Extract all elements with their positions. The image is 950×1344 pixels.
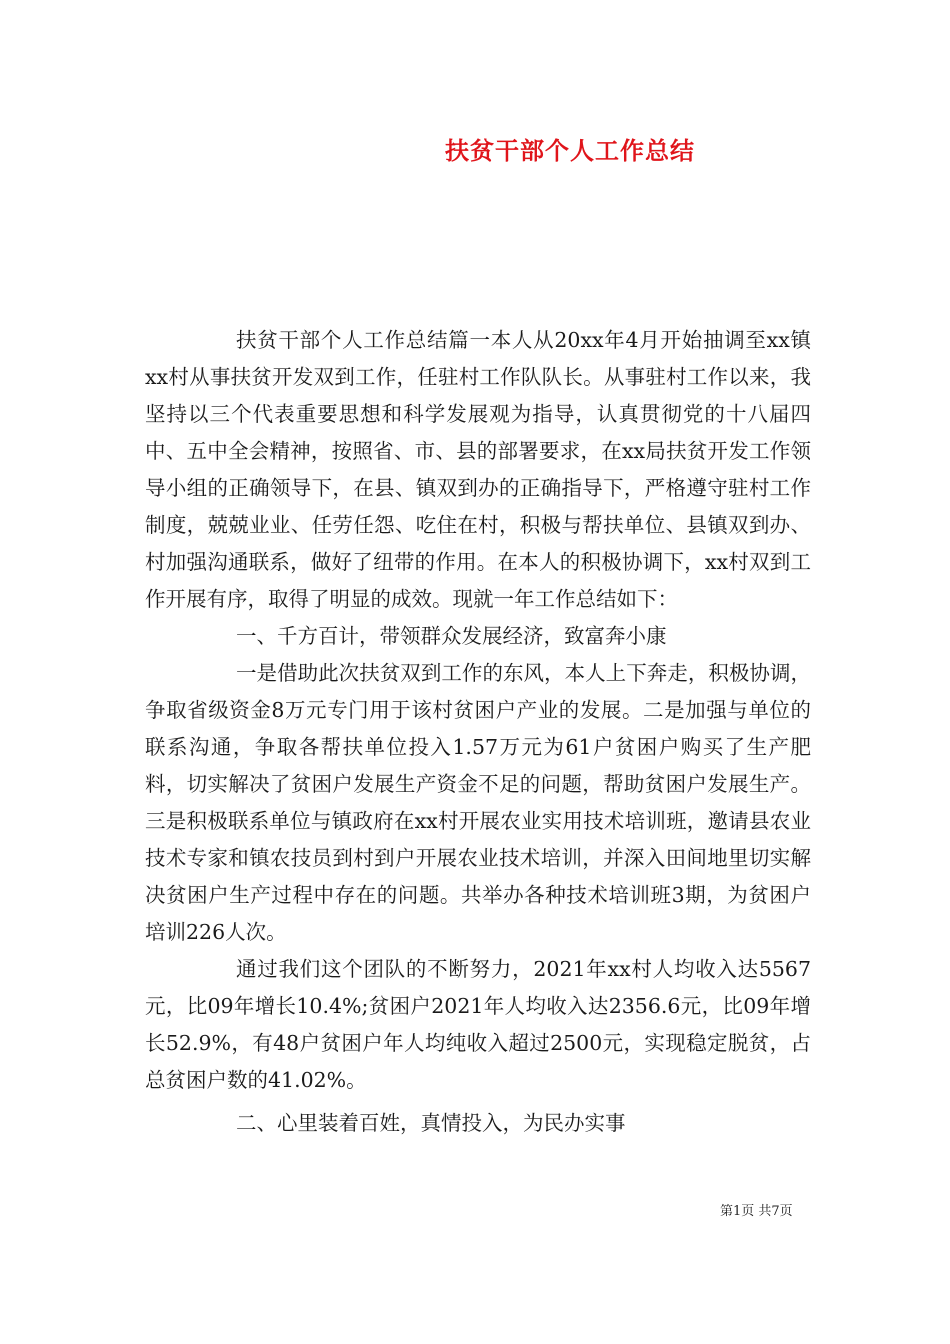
section-heading-1: 一、千方百计，带领群众发展经济，致富奔小康 xyxy=(236,624,667,648)
page-number: 第1页 共7页 xyxy=(720,1204,793,1219)
paragraph-section-1: 一是借助此次扶贫双到工作的东风，本人上下奔走，积极协调，争取省级资金8万元专门用于该村贫困户产业的发展。二是加强与单位的联系沟通，争取各帮扶单位投入1.57万元为61户贫困户购买了生产肥料，切实解决了贫困户发展生产资金不足的问题，帮助贫困户发展生产。三是积极联系单位与镇政府在xx村开展农业实用技术培训班，邀请县农业技术专家和镇农技员到村到户开展农业技术培训，并深入田间地里切实解决贫困户生产过程中存在的问题。共举办各种技术培训班3期，为贫困户培训226人次。 xyxy=(145,661,811,944)
document-body xyxy=(145,322,811,1142)
document-title: 扶贫干部个人工作总结 xyxy=(445,137,695,165)
section-heading-2: 二、心里装着百姓，真情投入，为民办实事 xyxy=(236,1111,626,1135)
paragraph-intro: 扶贫干部个人工作总结篇一本人从20xx年4月开始抽调至xx镇xx村从事扶贫开发双到工作，任驻村工作队队长。从事驻村工作以来，我坚持以三个代表重要思想和科学发展观为指导，认真贯彻党的十八届四中、五中全会精神，按照省、市、县的部署要求，在xx局扶贫开发工作领导小组的正确领导下，在县、镇双到办的正确指导下，严格遵守驻村工作制度，兢兢业业、任劳任怨、吃住在村，积极与帮扶单位、县镇双到办、村加强沟通联系，做好了纽带的作用。在本人的积极协调下，xx村双到工作开展有序，取得了明显的成效。现就一年工作总结如下： xyxy=(145,328,811,611)
paragraph-results: 通过我们这个团队的不断努力，2021年xx村人均收入达5567元，比09年增长10.4%;贫困户2021年人均收入达2356.6元，比09年增长52.9%，有48户贫困户年人均纯收入超过2500元，实现稳定脱贫，占总贫困户数的41.02%。 xyxy=(145,957,811,1092)
